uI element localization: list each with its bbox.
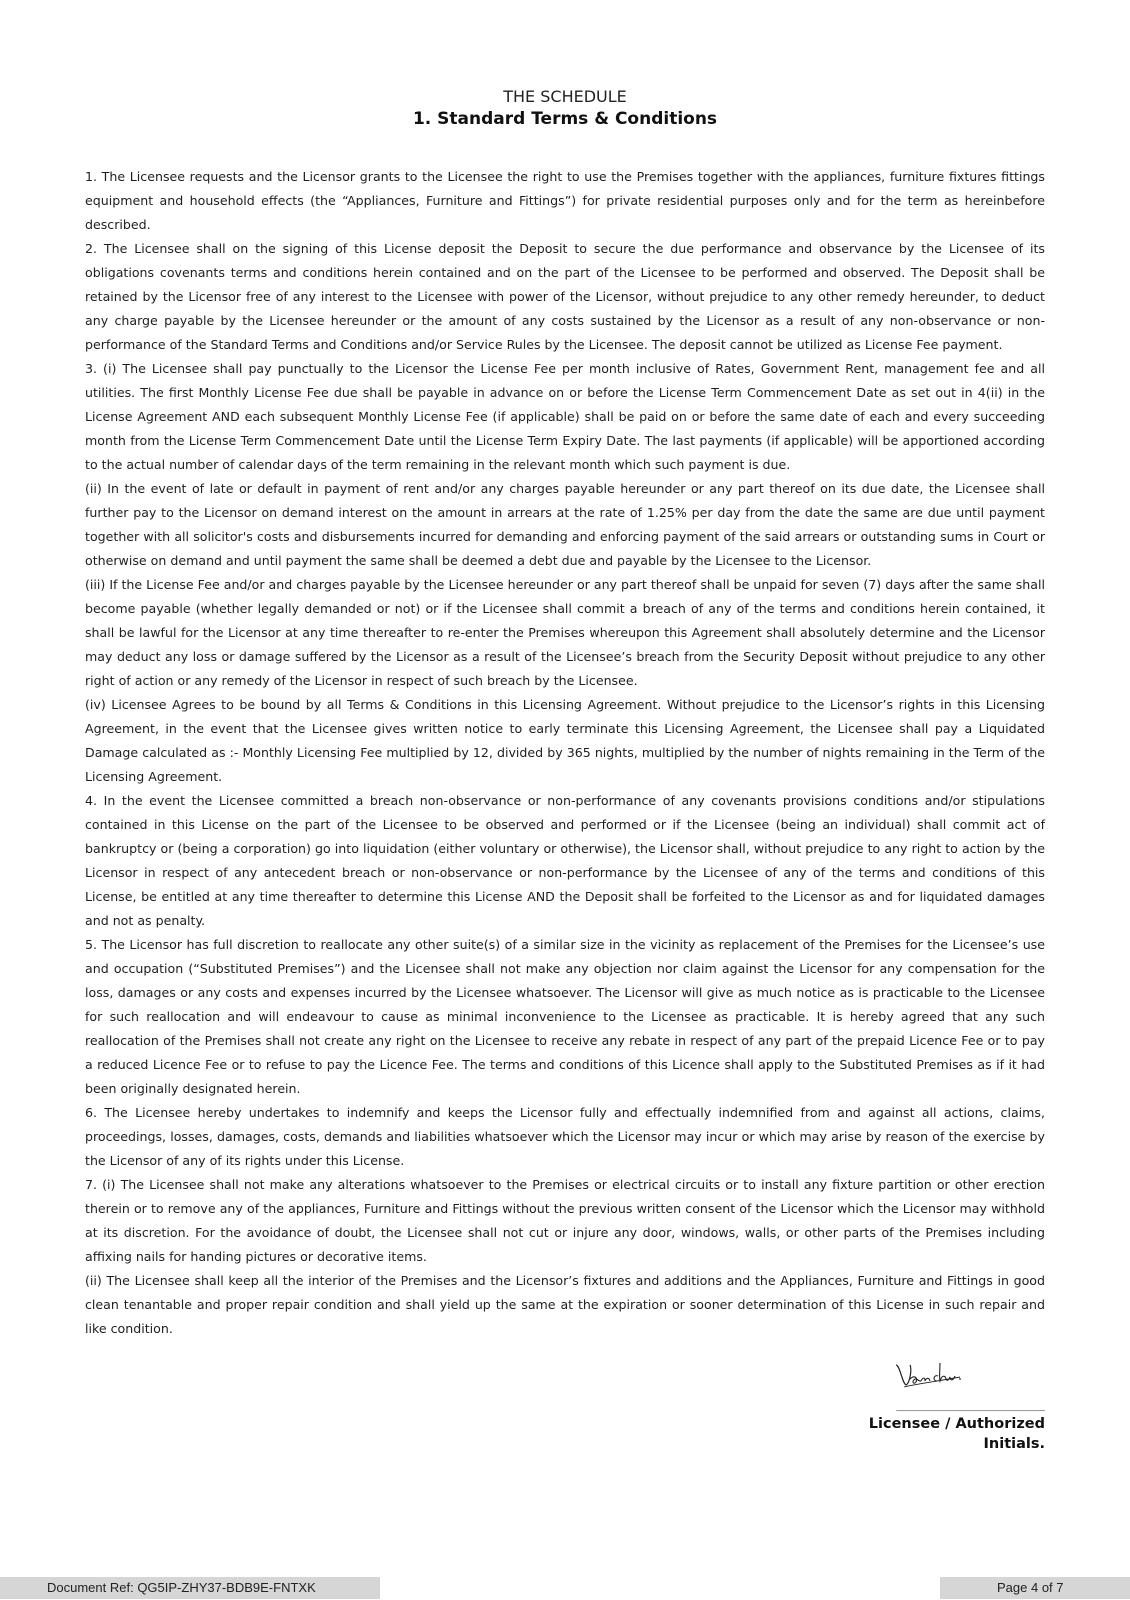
clause-3-iv: (iv) Licensee Agrees to be bound by all Terms & Conditions in this Licensing Agreement. Without prejudice to the Licensor’s rights in this Licensing Agreement, in the event that the Licensee gives written notice to early terminate this Licensing Agreement, the Licensee shall pay a Liquidated Damage calculated as :- Monthly Licensing Fee multiplied by 12, divided by 365 nights, multiplied by the number of nights remaining in the Term of the Licensing Agreement. bbox=[85, 697, 1045, 784]
signature-line: ___________________ bbox=[896, 1397, 1045, 1412]
clause-7-ii: (ii) The Licensee shall keep all the interior of the Premises and the Licensor’s fixtures and additions and the Appliances, Furniture and Fittings in good clean tenantable and proper repair condition and shall yield up the same at the expiration or sooner determination of this License in such repair and like condition. bbox=[85, 1273, 1045, 1336]
clause-7-i: 7. (i) The Licensee shall not make any alterations whatsoever to the Premises or electrical circuits or to install any fixture partition or other erection therein or to remove any of the appliances, Furniture and Fittings without the previous written consent of the Licensor which the Licensor may withhold at its discretion. For the avoidance of doubt, the Licensee shall not cut or injure any door, windows, walls, or other parts of the Premises including affixing nails for handing pictures or decorative items. bbox=[85, 1177, 1045, 1264]
signature-block bbox=[830, 1355, 1045, 1454]
clause-2: 2. The Licensee shall on the signing of this License deposit the Deposit to secure the due performance and observance by the Licensee of its obligations covenants terms and conditions herein contained and on the part of the Licensee to be performed and observed. The Deposit shall be retained by the Licensor free of any interest to the Licensee with power of the Licensor, without prejudice to any other remedy hereunder, to deduct any charge payable by the Licensee hereunder or the amount of any costs sustained by the Licensor as a result of any non-observance or non-performance of the Standard Terms and Conditions and/or Service Rules by the Licensee. The deposit cannot be utilized as License Fee payment. bbox=[85, 241, 1045, 352]
document-reference: Document Ref: QG5IP-ZHY37-BDB9E-FNTXK bbox=[0, 1577, 380, 1599]
clause-3-ii: (ii) In the event of late or default in payment of rent and/or any charges payable hereunder or any part thereof on its due date, the Licensee shall further pay to the Licensor on demand interest on the amount in arrears at the rate of 1.25% per day from the date the same are due until payment together with all solicitor's costs and disbursements incurred for demanding and enforcing payment of the said arrears or outstanding sums in Court or otherwise on demand and until payment the same shall be deemed a debt due and payable by the Licensee to the Licensor. bbox=[85, 481, 1045, 568]
handwritten-signature bbox=[890, 1355, 970, 1395]
clause-3-iii: (iii) If the License Fee and/or and charges payable by the Licensee hereunder or any part thereof shall be unpaid for seven (7) days after the same shall become payable (whether legally demanded or not) or if the Licensee shall commit a breach of any of the terms and conditions herein contained, it shall be lawful for the Licensor at any time thereafter to re-enter the Premises whereupon this Agreement shall absolutely determine and the Licensor may deduct any loss or damage suffered by the Licensor as a result of the Licensee’s breach from the Security Deposit without prejudice to any other right of action or any remedy of the Licensor in respect of such breach by the Licensee. bbox=[85, 577, 1045, 688]
schedule-header bbox=[0, 86, 1130, 131]
clause-5: 5. The Licensor has full discretion to reallocate any other suite(s) of a similar size in the vicinity as replacement of the Premises for the Licensee’s use and occupation (“Substituted Premises”) and the Licensee shall not make any objection nor claim against the Licensor for any compensation for the loss, damages or any costs and expenses incurred by the Licensee whatsoever. The Licensor will give as much notice as is practicable to the Licensee for such reallocation and will endeavour to cause as minimal inconvenience to the Licensee as practicable. It is hereby agreed that any such reallocation of the Premises shall not create any right on the Licensee to receive any rebate in respect of any part of the prepaid Licence Fee or to pay a reduced Licence Fee or to refuse to pay the Licence Fee. The terms and conditions of this Licence shall apply to the Substituted Premises as if it had been originally designated herein. bbox=[85, 937, 1045, 1096]
clause-3-i: 3. (i) The Licensee shall pay punctually to the Licensor the License Fee per month inclusive of Rates, Government Rent, management fee and all utilities. The first Monthly License Fee due shall be payable in advance on or before the License Term Commencement Date as set out in 4(ii) in the License Agreement AND each subsequent Monthly License Fee (if applicable) shall be paid on or before the same date of each and every succeeding month from the License Term Commencement Date until the License Term Expiry Date. The last payments (if applicable) will be apportioned according to the actual number of calendar days of the term remaining in the relevant month which such payment is due. bbox=[85, 361, 1045, 472]
clause-6: 6. The Licensee hereby undertakes to indemnify and keeps the Licensor fully and effectually indemnified from and against all actions, claims, proceedings, losses, damages, costs, demands and liabilities whatsoever which the Licensor may incur or which may arise by reason of the exercise by the Licensor of any of its rights under this License. bbox=[85, 1105, 1045, 1168]
initials-label: Licensee / Authorized Initials. bbox=[868, 1416, 1045, 1452]
clause-1: 1. The Licensee requests and the Licensor grants to the Licensee the right to use the Premises together with the appliances, furniture fixtures fittings equipment and household effects (the “Appliances, Furniture and Fittings”) for private residential purposes only and for the term as hereinbefore described. bbox=[85, 169, 1045, 232]
page-number: Page 4 of 7 bbox=[940, 1577, 1130, 1599]
schedule-title: THE SCHEDULE bbox=[503, 87, 627, 106]
clause-4: 4. In the event the Licensee committed a breach non-observance or non-performance of any covenants provisions conditions and/or stipulations contained in this License on the part of the Licensee to be observed and performed or if the Licensee (being an individual) shall commit act of bankruptcy or (being a corporation) go into liquidation (either voluntary or otherwise), the Licensor shall, without prejudice to any right to action by the Licensor in respect of any antecedent breach or non-observance or non-performance by the Licensee of any of the terms and conditions of this License, be entitled at any time thereafter to determine this License AND the Deposit shall be forfeited to the Licensor as and for liquidated damages and not as penalty. bbox=[85, 793, 1045, 928]
section-title: 1. Standard Terms & Conditions bbox=[412, 109, 718, 129]
terms-body bbox=[85, 165, 1045, 1341]
